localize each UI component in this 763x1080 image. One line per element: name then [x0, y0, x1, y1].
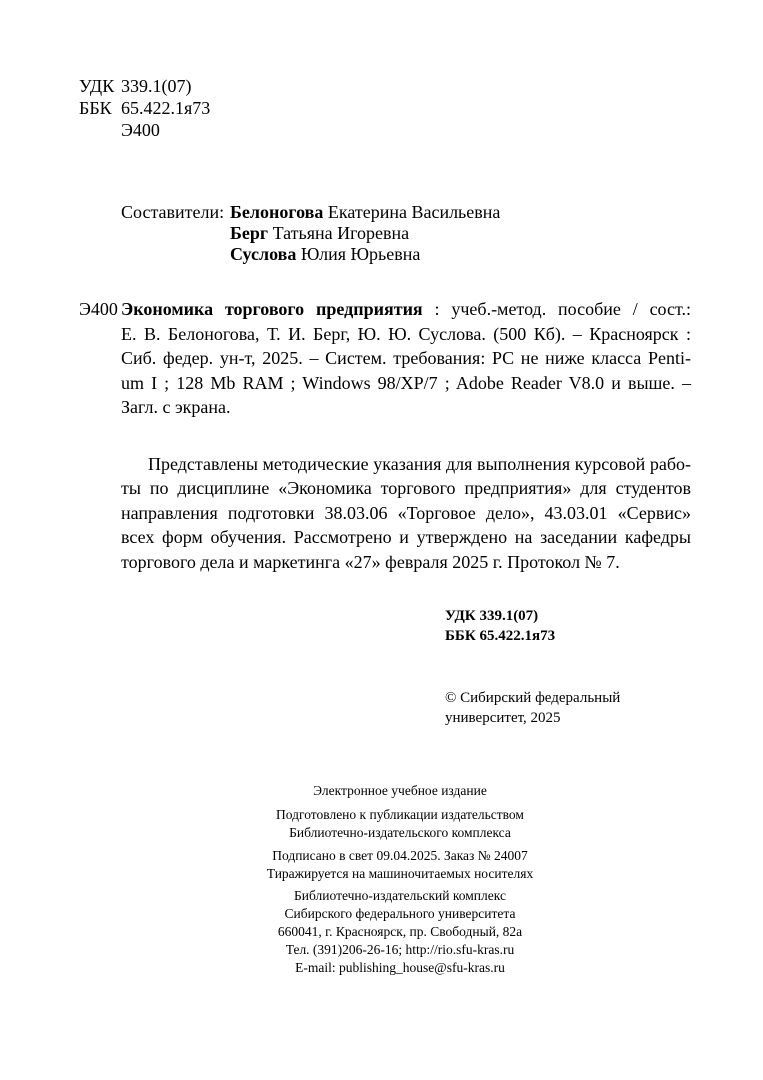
- compiler-3-surname: Суслова: [230, 244, 297, 264]
- compiler-2-given: Татьяна Игоревна: [272, 223, 410, 243]
- udk-label: УДК: [79, 76, 115, 96]
- bib-line-1-rest: : учеб.-метод. пособие / сост.:: [422, 299, 692, 319]
- bib-line-4: um I ; 128 Mb RAM ; Windows 98/XP/7 ; Adobe Reader V8.0 и выше. –: [121, 372, 691, 393]
- udk-code-right: УДК 339.1(07): [445, 608, 539, 624]
- compiler-3-given: Юлия Юрьевна: [300, 244, 421, 264]
- phone-line: Тел. (391)206-26-16; http://rio.sfu-kras.ru: [285, 942, 515, 957]
- replicated-line: Тиражируется на машиночитаемых носителях: [266, 866, 534, 881]
- bbk-label: ББК: [79, 98, 112, 118]
- edition-type: Электронное учебное издание: [313, 783, 487, 798]
- bib-line-3: Сиб. федер. ун-т, 2025. – Систем. требования: PC не ниже класса Penti-: [121, 348, 691, 369]
- prepared-line-1: Подготовлено к публикации издательством: [276, 807, 524, 822]
- annotation-line: Представлены методические указания для выполнения курсовой рабо-: [148, 454, 691, 474]
- compiler-1-surname: Белоногова: [230, 202, 324, 222]
- bib-line-5: Загл. с экрана.: [121, 397, 231, 418]
- bbk-value: 65.422.1я73: [121, 98, 211, 118]
- annotation-line: ты по дисциплине «Экономика торгового предприятия» для студентов: [121, 478, 691, 499]
- copyright-line-1: © Сибирский федеральный: [445, 690, 621, 706]
- address-line: 660041, г. Красноярск, пр. Свободный, 82а: [277, 924, 523, 939]
- bibliographic-record: [121, 297, 691, 420]
- compilers-label: Составители:: [121, 202, 225, 222]
- book-title: Экономика торгового предприятия: [121, 299, 423, 319]
- compiler-3: [230, 242, 420, 266]
- annotation-line: направления подготовки 38.03.06 «Торговое дело», 43.03.01 «Сервис»: [121, 502, 691, 523]
- prepared-line-2: Библиотечно-издательского комплекса: [289, 825, 511, 840]
- signed-line: Подписано в свет 09.04.2025. Заказ № 24007: [272, 848, 528, 863]
- author-sign: Э400: [121, 120, 160, 140]
- email-line: E-mail: publishing_house@sfu-kras.ru: [295, 960, 505, 975]
- compiler-2-surname: Берг: [230, 223, 269, 243]
- annotation-line: всех форм обучения. Рассмотрено и утверждено на заседании кафедры: [121, 527, 691, 548]
- copyright-line-2: университет, 2025: [445, 710, 561, 726]
- annotation: [121, 452, 691, 574]
- udk-value: 339.1(07): [121, 76, 192, 96]
- bbk-code-right: ББК 65.422.1я73: [445, 628, 556, 644]
- publisher-line-2: Сибирского федерального университета: [284, 906, 516, 921]
- compiler-1-given: Екатерина Васильевна: [327, 202, 501, 222]
- bib-line-1: [121, 297, 691, 322]
- publisher-line-1: Библиотечно-издательский комплекс: [294, 888, 506, 903]
- annotation-line: торгового дела и маркетинга «27» февраля 2025 г. Протокол № 7.: [121, 551, 620, 572]
- bib-code: Э400: [79, 299, 118, 319]
- bib-line-2: Е. В. Белоногова, Т. И. Берг, Ю. Ю. Суслова. (500 Кб). – Красноярск :: [121, 323, 691, 344]
